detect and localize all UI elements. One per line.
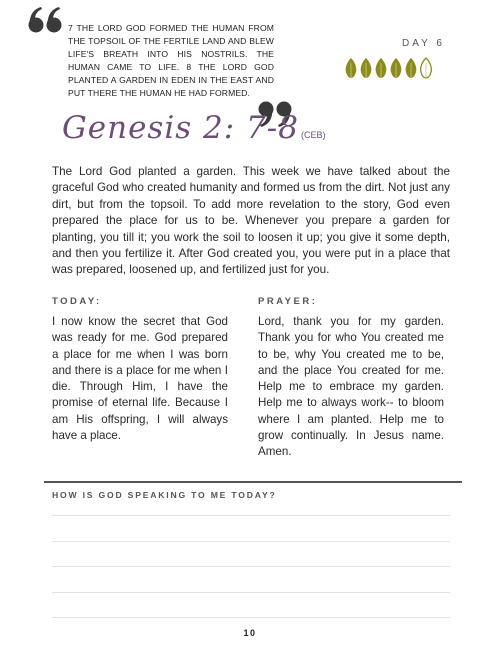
page-number: 10 [243,628,257,638]
day-label: DAY 6 [402,38,445,49]
leaf-filled-icon [404,57,418,79]
reference-text: Genesis 2: 7-8 [62,110,299,146]
leaf-filled-icon [389,57,403,79]
section-divider [44,481,462,483]
leaf-filled-icon [374,57,388,79]
journal-line[interactable] [52,541,450,542]
today-text: I now know the secret that God was ready for me. God prepared a place for me when I was born and there is a place for me when I die. Through Him, I have the promise of eternal life. Because I am His offspring, I will always have a place. [52,315,228,443]
day-progress-leaves [344,57,433,79]
journal-line[interactable] [52,566,450,567]
version-label: (CEB) [300,130,326,140]
leaf-filled-icon [344,57,358,79]
scripture-text: 7 THE LORD GOD FORMED THE HUMAN FROM THE TOPSOIL OF THE FERTILE LAND AND BLEW LIFE'S BREATH INTO HIS NOSTRILS. THE HUMAN CAME TO LIFE. 8 THE LORD GOD PLANTED A GARDEN IN EDEN IN THE EAST AND PUT THERE THE HUMAN HE HAD FORMED. [68,23,274,99]
journal-line[interactable] [52,592,450,593]
open-quote-icon [28,6,64,36]
journal-heading: HOW IS GOD SPEAKING TO ME TODAY? [52,490,277,500]
leaf-outline-icon [419,57,433,79]
scripture-reference [62,110,325,146]
journal-line[interactable] [52,617,450,618]
prayer-text: Lord, thank you for my garden. Thank you for who You created me to be, why You created me to be, and the place You created for me. Help me to embrace my garden. Help me to always work-- to bloom where I am planted. Help me to grow continually. In Jesus name. Amen. [258,315,444,459]
devotion-text: The Lord God planted a garden. This week we have talked about the graceful God who created humanity and formed us from the dirt. Not just any dirt, but from the topsoil. To add more revelation to the story, God even prepared the place for us to be. Whenever you prepare a garden for planting, you till it; you work the soil to loosen it up; you give it some depth, and then you fertilize it. After God created you, you were put in a place that was prepared, loosened up, and fertilized just for you. [52,165,450,277]
leaf-filled-icon [359,57,373,79]
today-heading: TODAY: [52,296,102,307]
prayer-heading: PRAYER: [258,296,318,307]
journal-line[interactable] [52,515,450,516]
